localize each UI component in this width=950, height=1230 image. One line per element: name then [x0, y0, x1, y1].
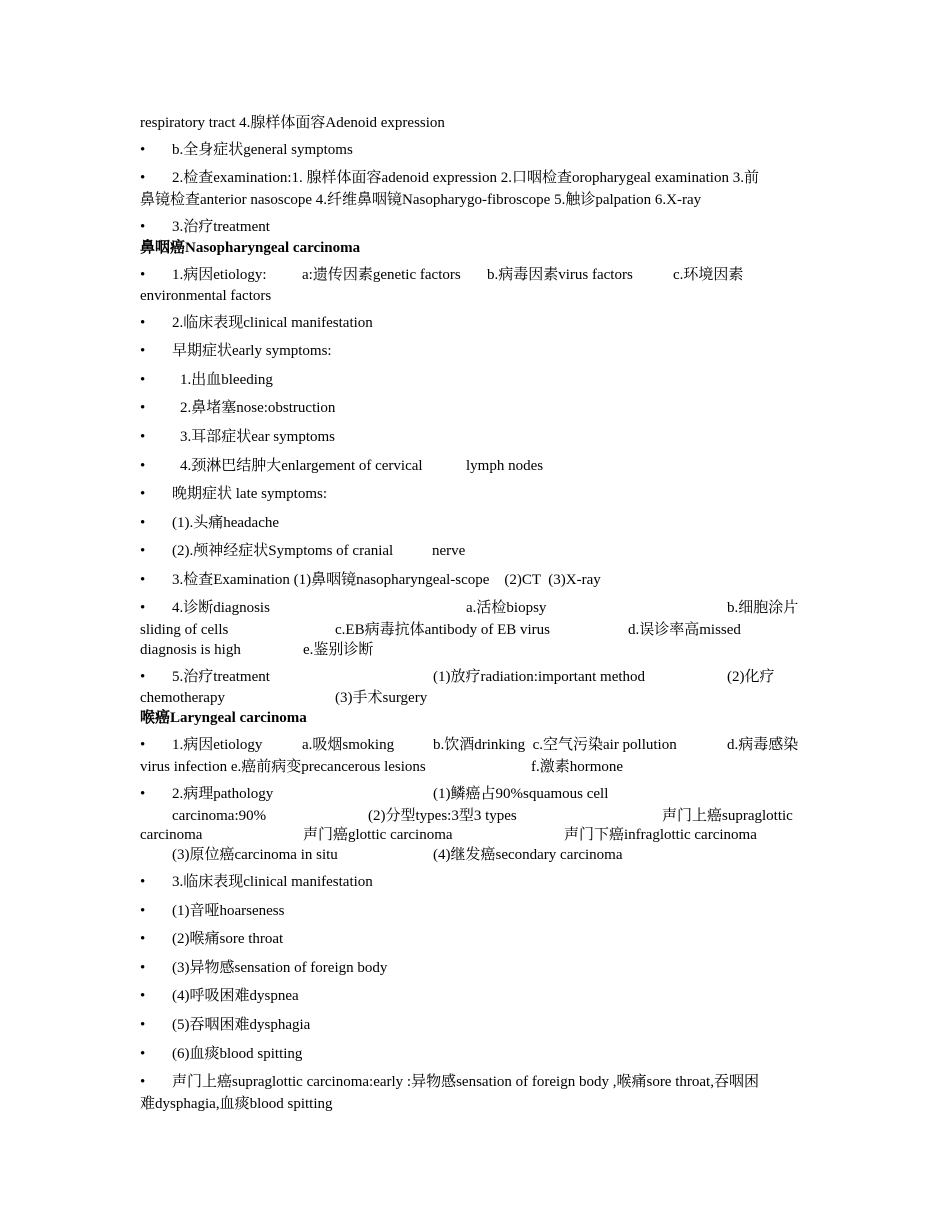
bullet-icon: • [140, 343, 146, 359]
bullet-icon: • [140, 400, 146, 416]
bullet-icon: • [140, 219, 146, 235]
bullet-icon: • [140, 600, 146, 616]
section-heading: 喉癌Laryngeal carcinoma [140, 710, 307, 726]
bullet-icon: • [140, 931, 146, 947]
bullet-icon: • [140, 737, 146, 753]
text-line: environmental factors [140, 288, 272, 304]
bullet-icon: • [140, 1046, 146, 1062]
bullet-icon: • [140, 874, 146, 890]
bullet-icon: • [140, 1074, 146, 1090]
bullet-icon: • [140, 142, 146, 158]
text-line: 难dysphagia,血痰blood spitting [140, 1096, 333, 1112]
bullet-icon: • [140, 429, 146, 445]
bullet-icon: • [140, 267, 146, 283]
bullet-icon: • [140, 960, 146, 976]
bullet-icon: • [140, 486, 146, 502]
bullet-icon: • [140, 669, 146, 685]
text-line: respiratory tract 4.腺样体面容Adenoid expression [140, 115, 445, 131]
bullet-icon: • [140, 515, 146, 531]
bullet-icon: • [140, 458, 146, 474]
bullet-icon: • [140, 572, 146, 588]
bullet-icon: • [140, 903, 146, 919]
bullet-icon: • [140, 170, 146, 186]
section-heading: 鼻咽癌Nasopharyngeal carcinoma [140, 240, 361, 256]
bullet-icon: • [140, 786, 146, 802]
bullet-icon: • [140, 988, 146, 1004]
text-line: 鼻镜检查anterior nasoscope 4.纤维鼻咽镜Nasopharygo-fibroscope 5.触诊palpation 6.X-ray [140, 192, 702, 208]
bullet-icon: • [140, 543, 146, 559]
bullet-icon: • [140, 372, 146, 388]
bullet-icon: • [140, 315, 146, 331]
bullet-icon: • [140, 1017, 146, 1033]
